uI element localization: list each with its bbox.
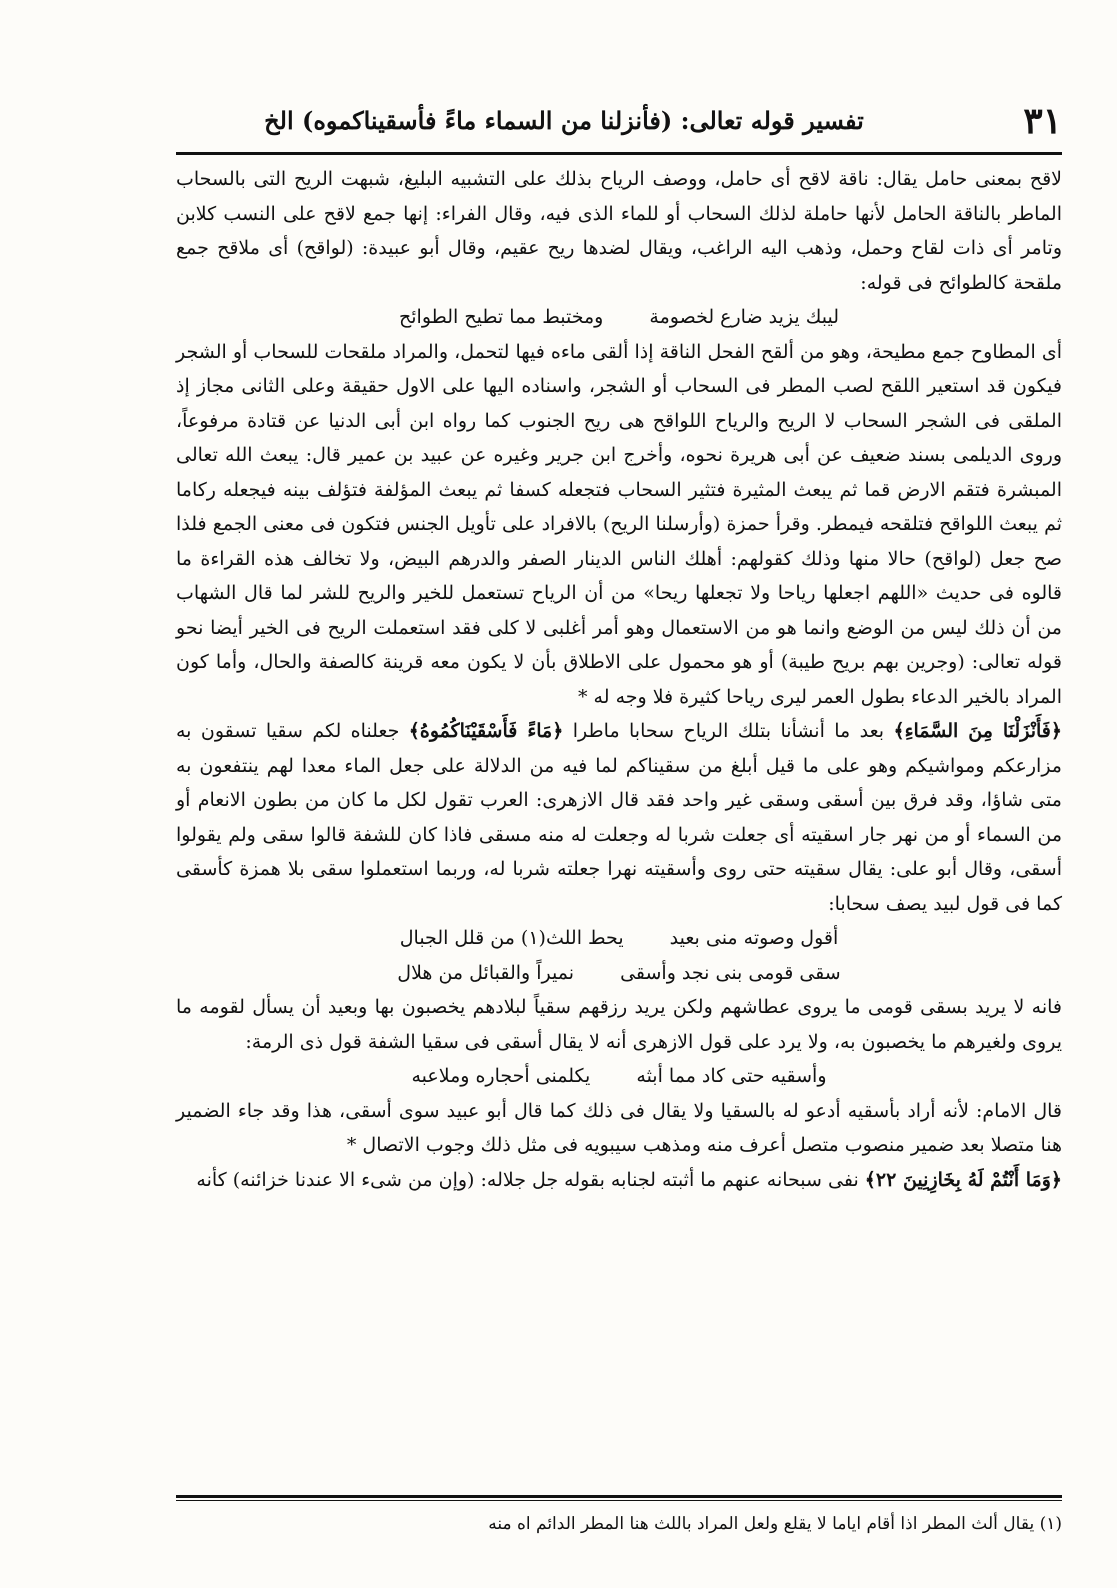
verse-3-first-hemistich: سقى قومى بنى نجد وأسقى: [620, 961, 841, 984]
verse-4-first-hemistich: وأسقيه حتى كاد مما أبثه: [636, 1065, 827, 1087]
document-page: [176, 100, 1062, 1550]
footnote: (١) يقال ألث المطر اذا أقام اياما لا يقلع ولعل المراد باللث هنا المطر الدائم اه منه: [488, 1514, 1062, 1534]
page-body: [176, 162, 1062, 1197]
quran-text-1: ﴿فَأَنْزَلْنَا مِنَ السَّمَاءِ﴾: [893, 720, 1062, 742]
verse-1: [176, 300, 1062, 335]
paragraph-6-rest: نفى سبحانه عنهم ما أثبته لجنابه بقوله جل جلاله: (وإن من شىء الا عندنا خزائنه) كأنه: [196, 1168, 859, 1191]
verse-3-second-hemistich: نميراً والقبائل من هلال: [397, 961, 575, 984]
paragraph-3: [176, 714, 1062, 921]
paragraph-3-mid: بعد ما أنشأنا بتلك الرياح سحابا ماطرا: [572, 720, 885, 742]
quran-text-2: ﴿مَاءً فَأَسْقَيْنَاكُمُوهُ﴾: [408, 720, 564, 742]
verse-2-second-hemistich: يحط اللث(١) من قلل الجبال: [399, 927, 624, 949]
page-number: ٣١: [1023, 100, 1062, 142]
verse-2: [176, 921, 1062, 956]
verse-1-first-hemistich: ليبك يزيد ضارع لخصومة: [649, 306, 839, 328]
verse-4-second-hemistich: يكلمنى أحجاره وملاعبه: [411, 1065, 591, 1087]
quran-text-3: ﴿وَمَا أَنْتُمْ لَهُ بِخَازِنِينَ ٢٢﴾: [864, 1168, 1062, 1191]
paragraph-5: قال الامام: لأنه أراد بأسقيه أدعو له بالسقيا ولا يقال فى ذلك كما قال أبو عبيد سوى أسقى، هذا وقد جاء الضمير هنا متصلا بعد ضمير منصوب متصل أعرف منه ومذهب سيبويه فى مثل ذلك وجوب الاتصال *: [176, 1099, 1062, 1156]
verse-1-second-hemistich: ومختبط مما تطيح الطوائح: [399, 306, 604, 328]
header-rule: [176, 152, 1062, 155]
paragraph-6: [176, 1163, 1062, 1198]
paragraph-2: أى المطاوح جمع مطيحة، وهو من ألقح الفحل الناقة إذا ألقى ماءه فيها لتحمل، والمراد ملقحات للسحاب أو الشجر فيكون قد استعير اللقح لصب المطر فى السحاب أو الشجر، واسناده اليها على الاول حقيقة وعلى الثانى مجاز إذ الملقى فى الشجر السحاب لا الريح والرياح اللواقح هى ريح الجنوب كما رواه ابن أبى الدنيا عن قتادة مرفوعاً، وروى الديلمى بسند ضعيف عن أبى هريرة نحوه، وأخرج ابن جرير وغيره عن عبيد بن عمير قال: يبعث الله تعالى المبشرة فتقم الارض قما ثم يبعث المثيرة فتثير السحاب فتجعله كسفا ثم يبعث المؤلفة فتؤلف بينه فيجعله ركاما ثم يبعث اللواقح فتلقحه فيمطر. وقرأ حمزة (وأرسلنا الريح) بالافراد على تأويل الجنس فتكون فى معنى الجمع فلذا صح جعل (لواقح) حالا منها وذلك كقولهم: أهلك الناس الدينار الصفر والدرهم البيض، ولا تخالف هذه القراءة ما قالوه فى حديث «اللهم اجعلها رياحا ولا تجعلها ريحا» من أن الرياح تستعمل للخير والريح للشر لما قال الشهاب من أن ذلك ليس من الوضع وانما هو من الاستعمال وهو أمر أغلبى لا كلى فقد استعملت الريح فى الخير أيضا نحو قوله تعالى: (وجرين بهم بريح طيبة) أو هو محمول على الاطلاق بأن لا يكون معه قرينة كالصفة والحال، وأما كون المراد بالخير الدعاء بطول العمر ليرى رياحا كثيرة فلا وجه له *: [176, 340, 1062, 708]
footnote-rule: [176, 1495, 1062, 1498]
verse-4: [176, 1059, 1062, 1094]
page-header: [176, 100, 1062, 156]
running-title: تفسير قوله تعالى: (فأنزلنا من السماء ماءً فأسقيناكموه) الخ: [264, 106, 864, 135]
verse-3: [176, 956, 1062, 991]
verse-2-first-hemistich: أقول وصوته منى بعيد: [669, 927, 839, 949]
paragraph-1: لاقح بمعنى حامل يقال: ناقة لاقح أى حامل، ووصف الرياح بذلك على التشبيه البليغ، شبهت الريح التى بالسحاب الماطر بالناقة الحامل لأنها حاملة لذلك السحاب أو للماء الذى فيه، وقال الفراء: إنها جمع لاقح على النسب كلابن وتامر أى ذات لقاح وحمل، وذهب اليه الراغب، ويقال لضدها ريح عقيم، وقال أبو عبيدة: (لواقح) أى ملاقح جمع ملقحة كالطوائح فى قوله:: [176, 168, 1062, 294]
paragraph-3-rest: جعلناه لكم سقيا تسقون به مزارعكم ومواشيكم وهو على ما قيل أبلغ من سقيناكم لما فيه من الدلالة على جعل الماء معدا لهم ينتفعون به متى شاؤا، وقد فرق بين أسقى وسقى غير واحد فقد قال الازهرى: العرب تقول لكل ما كان من بطون الانعام أو من السماء أو من نهر جار اسقيته أى جعلت شربا له وجعلت له منه مسقى فاذا كان للشفة قالوا سقى ولم يقولوا أسقى، وقال أبو على: يقال سقيته حتى روى وأسقيته نهرا جعلته شربا له، وربما استعملوا سقى بلا همزة كأسقى كما فى قول لبيد يصف سحابا:: [176, 720, 1062, 915]
paragraph-4: فانه لا يريد بسقى قومى ما يروى عطاشهم ولكن يريد رزقهم سقياً لبلادهم يخصبون بها وبعيد أن يسأل لقومه ما يروى ولغيرهم ما يخصبون به، ولا يرد على قول الازهرى أنه لا يقال أسقى فى سقيا الشفة قول ذى الرمة:: [176, 996, 1062, 1053]
footnote-rule-thin: [176, 1500, 1062, 1501]
